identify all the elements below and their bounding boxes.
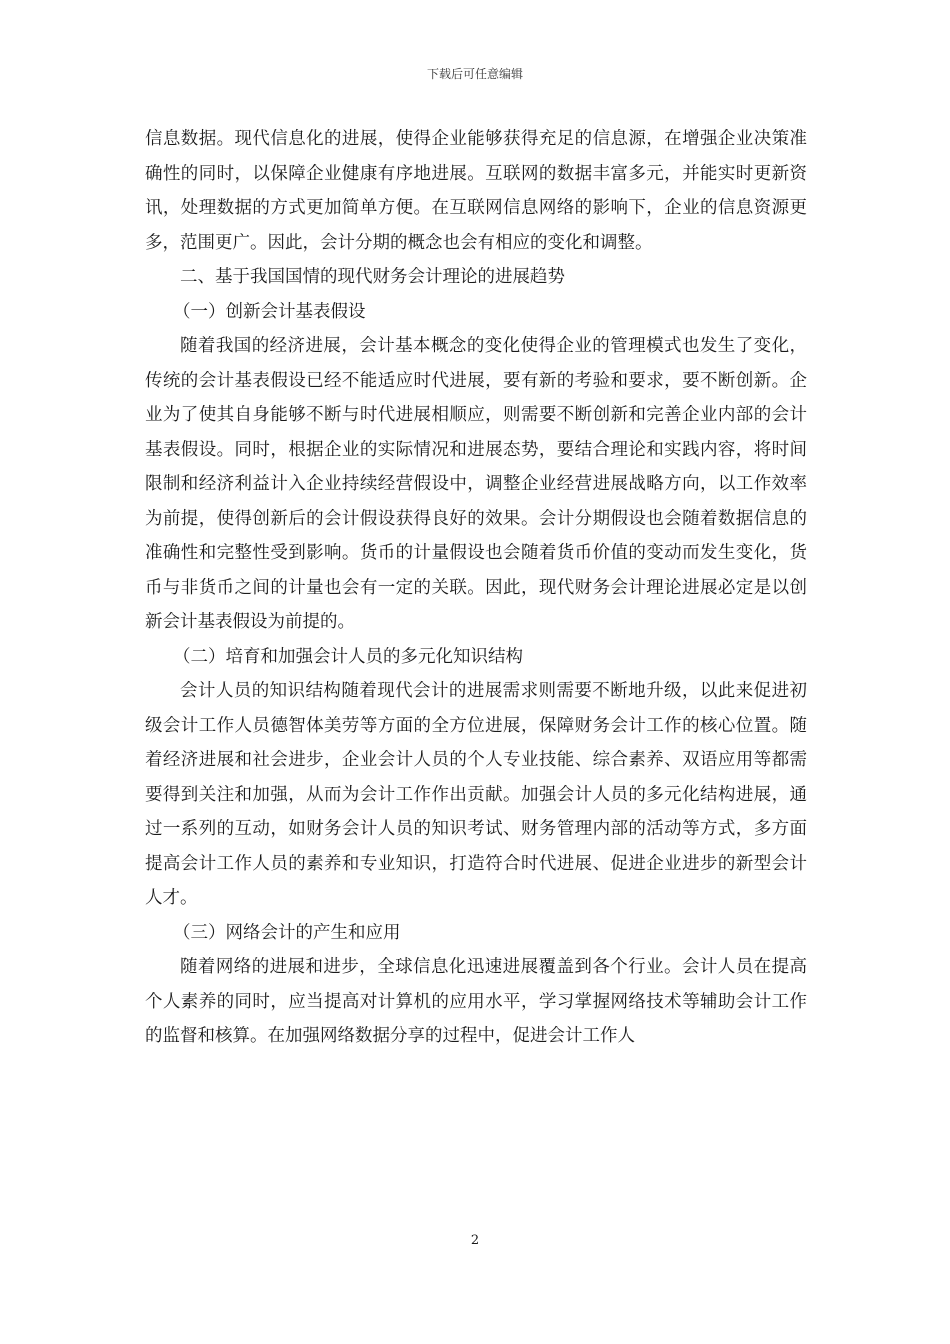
subsection-heading-3: （三）网络会计的产生和应用	[173, 922, 401, 943]
paragraph: 随着我国的经济进展，会计基本概念的变化使得企业的管理模式也发生了变化，传统的会计基表假设已经不能适应时代进展，要有新的考验和要求，要不断创新。企业为了使其自身能够不断与时代进展相顺应，则需要不断创新和完善企业内部的会计基表假设。同时，根据企业的实际情况和进展态势，要结合理论和实践内容，将时间限制和经济利益计入企业持续经营假设中，调整企业经营进展战略方向，以工作效率为前提，使得创新后的会计假设获得良好的效果。会计分期假设也会随着数据信息的准确性和完整性受到影响。货币的计量假设也会随着货币价值的变动而发生变化，货币与非货币之间的计量也会有一定的关联。因此，现代财务会计理论进展必定是以创新会计基表假设为前提的。	[145, 336, 807, 632]
subsection-heading-1: （一）创新会计基表假设	[173, 301, 366, 322]
section-heading: 二、基于我国国情的现代财务会计理论的进展趋势	[180, 267, 565, 287]
paragraph: 随着网络的进展和进步，全球信息化迅速进展覆盖到各个行业。会计人员在提高个人素养的同时，应当提高对计算机的应用水平，学习掌握网络技术等辅助会计工作的监督和核算。在加强网络数据分享的过程中，促进会计工作人	[145, 957, 807, 1046]
subsection-heading-2: （二）培育和加强会计人员的多元化知识结构	[173, 646, 523, 667]
page-header: 下载后可任意编辑	[426, 67, 523, 81]
document-body	[145, 122, 807, 1054]
paragraph: 会计人员的知识结构随着现代会计的进展需求则需要不断地升级，以此来促进初级会计工作人员德智体美劳等方面的全方位进展，保障财务会计工作的核心位置。随着经济进展和社会进步，企业会计人员的个人专业技能、综合素养、双语应用等都需要得到关注和加强，从而为会计工作作出贡献。加强会计人员的多元化结构进展，通过一系列的互动，如财务会计人员的知识考试、财务管理内部的活动等方式，多方面提高会计工作人员的素养和专业知识，打造符合时代进展、促进企业进步的新型会计人才。	[145, 681, 807, 908]
paragraph-continuation: 信息数据。现代信息化的进展，使得企业能够获得充足的信息源，在增强企业决策准确性的同时，以保障企业健康有序地进展。互联网的数据丰富多元，并能实时更新资讯，处理数据的方式更加简单方便。在互联网信息网络的影响下，企业的信息资源更多，范围更广。因此，会计分期的概念也会有相应的变化和调整。	[145, 129, 807, 253]
page-number: 2	[470, 1233, 480, 1248]
